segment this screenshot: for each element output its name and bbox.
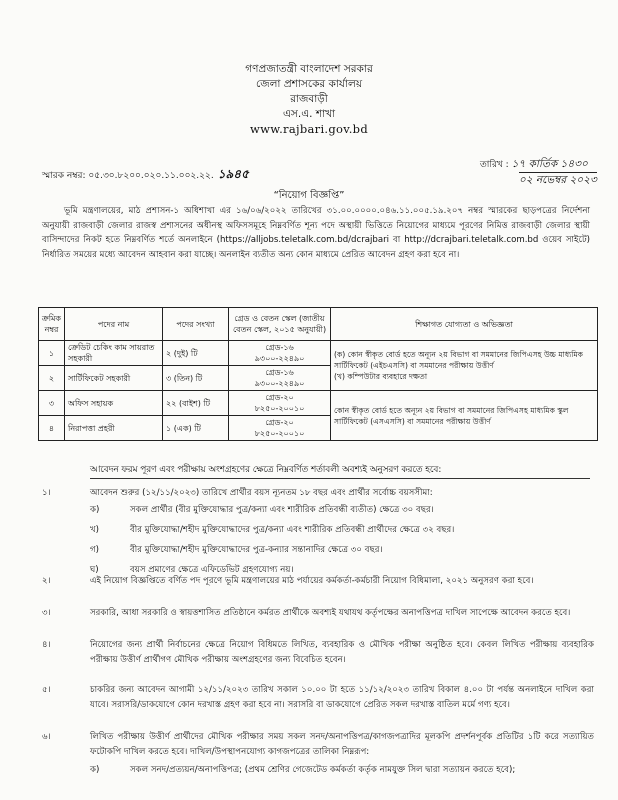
condition-number: ৪। (42, 640, 51, 650)
cell-grade-scale (229, 416, 331, 441)
table-row (39, 391, 598, 416)
cell-post-name: ক্রেডিট চেকিং কাম সায়রাত সহকারী (65, 341, 163, 366)
intro-paragraph: ভূমি মন্ত্রণালয়ের, মাঠ প্রশাসন-১ অধিশাখা এর ১৬/০৬/২০২২ তারিখের ৩১.০০.০০০০.০৪৬.১১.০০৫.১৯.২০৭ নম্বর স্মারকের ছাড়পত্রের নির্দেশনা অনুযায়ী রাজবাড়ী জেলার রাজস্ব প্রশাসনের অধীনস্থ অফিসসমূহে নিম্নবর্ণিত শূন্য পদে অস্থায়ী ভিত্তিতে নিয়োগের মাধ্যমে পূরণের নিমিত্ত রাজবাড়ী জেলার স্থায়ী বাসিন্দাদের নিকট হতে নিম্নবর্ণিত শর্তে অনলাইনে (https://alljobs.teletalk.com.bd/dcrajbari বা http://dcrajbari.teletalk.com.bd ওয়েব সাইটে) নির্ধারিত সময়ের মধ্যে আবেদন আহবান করা যাচ্ছে। অনলাইন ব্যতীত অন্য কোন মাধ্যমে প্রেরিত আবেদন গ্রহণ করা হবে না। (42, 206, 590, 260)
list-item-label: ক) (90, 505, 100, 515)
list-item (90, 543, 594, 558)
list-item (90, 763, 594, 778)
grade: গ্রেড-১৬ (265, 343, 294, 352)
office-header (0, 62, 618, 137)
list-item (90, 503, 594, 518)
condition-text: আবেদন শুরুর (১২/১১/২০২৩) তারিখে প্রার্থীর বয়স ন্যূনতম ১৮ বছর এবং প্রার্থীর সর্বোচ্চ বয়সসীমা: (90, 488, 433, 498)
header-line-district: রাজবাড়ী (290, 93, 328, 105)
cell-post-count: ২২ (বাইশ) টি (163, 391, 229, 416)
cell-grade-scale (229, 391, 331, 416)
posts-table (38, 307, 598, 441)
website-link[interactable]: www.rajbari.gov.bd (250, 122, 368, 136)
cell-serial: ৩ (39, 391, 65, 416)
date-block (480, 157, 597, 188)
pay-scale: ৮২৫০-২০০১০ (254, 429, 305, 438)
list-item-label: ঘ) (90, 565, 99, 575)
cell-serial: ২ (39, 366, 65, 391)
condition-2 (42, 574, 594, 589)
list-item-label: গ) (90, 545, 99, 555)
header-line-govt: গণপ্রজাতন্ত্রী বাংলাদেশ সরকার (245, 63, 373, 75)
list-item-label: ক) (90, 765, 100, 775)
pay-scale: ৯৩০০-২২৪৯০ (254, 354, 305, 363)
memo-number (42, 166, 249, 186)
list-item-text: বয়স প্রমাণের ক্ষেত্রে এফিডেভিট গ্রহণযোগ্য নয়। (130, 565, 294, 575)
condition-3 (42, 606, 594, 621)
condition-text: সরকারি, আধা সরকারি ও স্বায়ত্তশাসিত প্রতিষ্ঠানে কর্মরত প্রার্থীকে অবশ্যই যথাযথ কর্তৃপক্ষের অনাপত্তিপত্র দাখিল সাপেক্ষে আবেদন করতে হবে। (90, 608, 571, 618)
cell-grade-scale (229, 366, 331, 391)
pay-scale: ৯৩০০-২২৪৯০ (254, 379, 305, 388)
cell-post-count: ১ (এক) টি (163, 416, 229, 441)
condition-5 (42, 683, 594, 713)
col-post-count: পদের সংখ্যা (163, 308, 229, 341)
cell-qualification-hsc (331, 341, 598, 391)
cell-post-name: সার্টিফিকেট সহকারী (65, 366, 163, 391)
header-line-section: এস.এ. শাখা (282, 108, 336, 120)
condition-6 (42, 730, 594, 778)
col-qualification: শিক্ষাগত যোগ্যতা ও অভিজ্ঞতা (331, 308, 598, 341)
memo-handwritten-number: ১৯৪৫ (217, 167, 249, 181)
condition-text: এই নিয়োগ বিজ্ঞপ্তিতে বর্ণিত পদ পূরণে ভূমি মন্ত্রণালয়ের মাঠ পর্যায়ের কর্মকর্তা-কর্মচারী নিয়োগ বিধিমালা, ২০২১ অনুসরণ করা হবে। (90, 576, 534, 586)
qualification-b: (খ) কম্পিউটার ব্যবহারে দক্ষতা (334, 372, 428, 381)
conditions-heading: আবেদন ফরম পূরণ এবং পরীক্ষায় অংশগ্রহণের ক্ষেত্রে নিম্নবর্ণিত শর্তাবলী অবশ্যই অনুসরণ করতে হবে: (90, 462, 590, 479)
cell-serial: ১ (39, 341, 65, 366)
header-line-office: জেলা প্রশাসকের কার্যালয় (255, 78, 363, 90)
condition-text: চাকরির জন্য আবেদন আগামী ১২/১১/২০২৩ তারিখ সকাল ১০.০০ টা হতে ১১/১২/২০২৩ তারিখ বিকাল ৪.০০ টা পর্যন্ত অনলাইনে দাখিল করা যাবে। সরাসরি/ডাকযোগে কোন দরখাস্ত গ্রহণ করা হবে না। সরাসরি বা ডাকযোগে প্রেরিত সকল দরখাস্ত বাতিল মর্মে গণ্য হবে। (90, 685, 594, 710)
list-item-label: খ) (90, 525, 99, 535)
notice-title: “নিয়োগ বিজ্ঞপ্তি” (273, 190, 345, 201)
condition-number: ৩। (42, 608, 51, 618)
cell-qualification-ssc: কোন স্বীকৃত বোর্ড হতে অন্যূন ২য় বিভাগ বা সমমানের জিপিএসহ মাধ্যমিক স্কুল সার্টিফিকেট (এসএসসি) বা সমমানের পরীক্ষায় উত্তীর্ণ (331, 391, 598, 441)
list-item-text: সকল প্রার্থীর (বীর মুক্তিযোদ্ধার পুত্র/কন্যা এবং শারীরিক প্রতিবন্ধী ব্যতীত) ক্ষেত্রে ৩০ বছর। (130, 505, 434, 515)
cell-serial: ৪ (39, 416, 65, 441)
qualification-a: (ক) কোন স্বীকৃত বোর্ড হতে অন্যূন ২য় বিভাগ বা সমমানের জিপিএসহ উচ্চ মাধ্যমিক সার্টিফিকেট (এইচএসসি) বা সমমানের পরীক্ষায় উত্তীর্ণ (334, 350, 583, 370)
list-item-text: বীর মুক্তিযোদ্ধা/শহীদ মুক্তিযোদ্ধাদের পুত্র-কন্যার সন্তানাদির ক্ষেত্রে ৩০ বছর। (130, 545, 383, 555)
pay-scale: ৮২৫০-২০০১০ (254, 404, 305, 413)
cell-post-name: অফিস সহায়ক (65, 391, 163, 416)
list-item-text: সকল সনদ/প্রত্যয়ন/অনাপত্তিপত্র; (প্রথম শ্রেণির গেজেটেড কর্মকর্তা কর্তৃক নামযুক্ত সিল দ্বারা সত্যায়ন করতে হবে); (130, 765, 516, 775)
memo-label: স্মারক নম্বর: ০৫.৩০.৮২০০.০২০.১১.০০২.২২. (42, 171, 214, 181)
list-item-text: বীর মুক্তিযোদ্ধা/শহীদ মুক্তিযোদ্ধাদের পুত্র/কন্যা এবং শারীরিক প্রতিবন্ধী প্রার্থীদের ক্ষেত্রে ৩২ বছর। (130, 525, 455, 535)
table-header-row (39, 308, 598, 341)
cell-post-name: নিরাপত্তা প্রহরী (65, 416, 163, 441)
col-grade-scale: গ্রেড ও বেতন স্কেল (জাতীয় বেতন স্কেল, ২০১৫ অনুযায়ী) (229, 308, 331, 341)
date-bengali: ১৭ কার্তিক ১৪৩০ (511, 158, 588, 170)
date-english: ০২ নভেম্বর ২০২৩ (518, 174, 597, 186)
col-serial: ক্রমিক নম্বর (39, 308, 65, 341)
col-post-name: পদের নাম (65, 308, 163, 341)
grade: গ্রেড-১৬ (265, 368, 294, 377)
condition-1 (42, 486, 594, 501)
condition-text: লিখিত পরীক্ষায় উত্তীর্ণ প্রার্থীদের মৌখিক পরীক্ষার সময় সকল সনদ/অনাপত্তিপত্র/কাগজপত্রাদির মূলকপি প্রদর্শনপূর্বক প্রতিটির ১টি করে সত্যায়িত ফটোকপি দাখিল করতে হবে। দাখিল/উপস্থাপনযোগ্য কাগজপত্রের তালিকা নিম্নরূপ: (90, 732, 594, 757)
condition-number: ২। (42, 576, 51, 586)
condition-number: ৫। (42, 685, 51, 695)
cell-post-count: ৩ (তিন) টি (163, 366, 229, 391)
list-item (90, 523, 594, 538)
condition-4 (42, 638, 594, 668)
cell-grade-scale (229, 341, 331, 366)
condition-text: নিয়োগের জন্য প্রার্থী নির্বাচনের ক্ষেত্রে নিয়োগ বিধিমতে লিখিত, ব্যবহারিক ও মৌখিক পরীক্ষা অনুষ্ঠিত হবে। কেবল লিখিত পরীক্ষায় ব্যবহারিক পরীক্ষায় উত্তীর্ণ প্রার্থীগণ মৌখিক পরীক্ষায় অংশগ্রহণের জন্য বিবেচিত হবেন। (90, 640, 594, 665)
grade: গ্রেড-২০ (265, 393, 294, 402)
condition-number: ৬। (42, 732, 51, 742)
date-label: তারিখ : (480, 160, 509, 170)
table-row (39, 341, 598, 366)
condition-number: ১। (42, 488, 51, 498)
age-limit-list (42, 503, 594, 578)
cell-post-count: ২ (দুই) টি (163, 341, 229, 366)
grade: গ্রেড-২০ (265, 418, 294, 427)
